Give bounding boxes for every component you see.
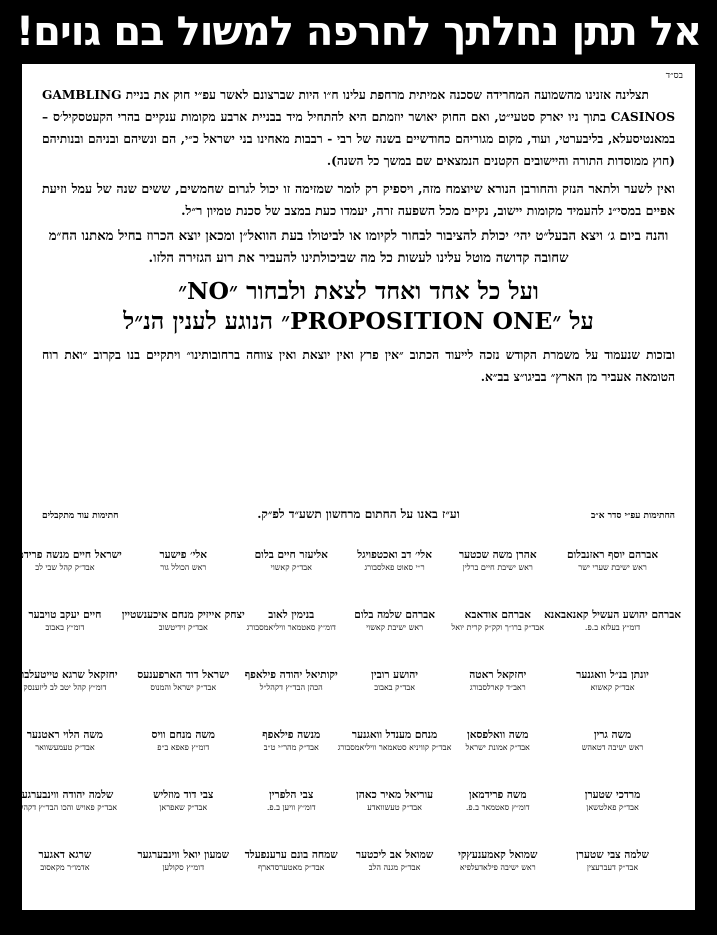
signature-name: אברהם שלמה בלום [354,609,435,621]
signature-title: אבד״ק פאויש והכו הבד״ץ דקהל״ל [12,803,118,812]
signature-title: אבד״ק ישראל והמנוס [150,683,217,692]
signature-title: דומ״ץ סאטמאר ב.פ. [465,803,530,812]
signature-name: אברהם יהושע העשיל קאנאבאנא [544,609,681,621]
signature-title: דומ״ץ סקולען [162,863,205,872]
signature-title: אבד״ק טעמעשוואר [35,743,95,752]
signature [8,604,122,664]
signature [544,604,681,664]
signature-title: אבד״ק פאלטשאן [586,803,639,812]
signature-name: אלי׳ פישער [159,549,207,561]
signature-name: צבי דוד מוזליש [153,789,214,801]
signature [245,664,338,724]
signature-name: מנשה פילאפף [262,729,321,741]
closing-paragraph: ובזכות שנעמוד על משמרת הקודש נזכה לייעוד הכתוב ״אין פרץ ואין יוצאת ואין צווחה ברחובותינו״ ויתקיים בנו בקרוב ״ואת רוח הטומאה אעביר מן הארץ״ בביגו״צ בב״א. [42,348,675,384]
bsd-mark: בס״ד [665,71,683,81]
signature-name: שלמה צבי שטערן [576,849,649,861]
signature-name: אלי׳ דב ואכטפויגל [357,549,432,561]
signature-title: דומ״ץ וויען ב.פ. [266,803,316,812]
signature-name: יצחק אייזיק מנחם איכענשטיין [121,609,245,621]
signature [122,724,245,784]
signature [122,544,245,604]
signature [544,664,681,724]
signature [451,664,544,724]
signature-title: אבד״ק זידיטשוב [158,623,208,632]
signature-title: אבד״ק אמונת ישראל [465,743,530,752]
signature-name: בנימין לאוב [268,609,315,621]
signature-name: משה וואלפסאן [467,729,529,741]
signature-title: דומ״ץ באבוב [45,623,85,632]
signature-name: יונתן בנ״ל וואגנער [576,669,649,681]
signature-title: ראש הכולל גור [160,563,207,572]
signature-title: אדמו״ר מקאסוב [40,863,90,872]
signature-name: משה הלוי ראטנער [26,729,104,741]
signature [451,844,544,904]
signature-title: דומ״ץ קהל יטב לב ליזענסק [23,683,107,692]
signature [338,784,452,844]
signature-name: אהרן משה שכטער [458,549,537,561]
signature [122,844,245,904]
signature-name: מרדכי שטערן [584,789,641,801]
signature [8,724,122,784]
more-signatures-note: חתימות עוד מתקבלים [42,511,119,521]
signature-title: אבד״ק מגנה הלב [368,863,421,872]
signature [245,544,338,604]
signature-title: ראב״ד קארלסבורג [469,683,526,692]
headline: אל תתן נחלתך לחרפה למשול בם גוים! [15,9,702,55]
signature-title: ר״י סאוט פאלסבורג [364,563,425,572]
signature [245,724,338,784]
signature [8,844,122,904]
signature [451,604,544,664]
call-to-action-line-1: ועל כל אחד ואחד לצאת ולבחור ״NO״ [178,277,539,305]
signature-name: צבי הלפרין [269,789,314,801]
signature-name: שמעון יואל ווינבערגער [137,849,230,861]
signature-name: אברהם אודאבא [464,609,531,621]
signature [245,784,338,844]
paragraph-1: תצלינה אזנינו מהשמועה המחרידה שסכנה אמיתית מרחפת עלינו ח״ו היות שברצונם לאשר עפ״י חוק את בניית GAMBLING CASINOS בתוך ניו יארק סטעי״ט, ואם החוק יאושר יוזמתם היא להתחיל מיד בבניית ארבע מקומות ענקיים בהרי הקעטסקיל׳ס – במאנטיסעלא, בליבערטי, ועוד, מקום מגוריהם כחודשיים בשנה של רבי - רבבות מאחינו בני ישראל כ״י, הם ונשיהם ובניהם ובנותיהם (חוץ ממוסדות התורה והיישובים הקטנים הנמצאים שם במשך כל השנה). [42,88,675,168]
signature-title: דומ״ץ בעלזא ב.פ. [584,623,641,632]
signature-title: ראש ישיבה פילאדעלפיא [459,863,536,872]
signature-name: יקותיאל יהודה פילאפף [244,669,338,681]
date-note: וע״ז באנו על החתום מרחשון תשע״ד לפ״ק. [257,507,460,521]
signature [8,664,122,724]
signature-name: אברהם יוסף ראזנבלום [566,549,659,561]
signature [544,724,681,784]
signature-title: דומ״ץ סאטמאר וויליאמסבורג [246,623,336,632]
signature-name: חיים יעקב טויבער [28,609,102,621]
signature [451,724,544,784]
signature [544,844,681,904]
signature-title: ראש ישיבת חיים ברלין [462,563,533,572]
signature [451,784,544,844]
signatures-grid [8,544,681,904]
signature-name: שמואל אב ליכטער [355,849,434,861]
signature-title: אבד״ק טעשוואדע [367,803,422,812]
notice-body [42,84,675,388]
signature-title: אבד״ק מהר״י ט״ב [263,743,319,752]
signature [245,844,338,904]
signature-name: יחזקאל ראטה [469,669,527,681]
paragraph-3: והנה ביום ג׳ ויצא הבעל״ט יהי׳ יכולת להציבור לבחור לקיומו או לביטולו בעת הוואל״ן ומכאן יוצא הכרוז בחיל מאתנו הח״מ שחובה קדושה מוטל עלינו לעשות כל מה שביכולתינו להעביר את רוע הגזירה הלזו. [48,229,669,266]
signature-name: שלמה יהודה ווינבערגער [16,789,114,801]
signature-title: הכהן הבד״ץ דקהל״ל [259,683,323,692]
signature [544,544,681,604]
signature-name: שמואל קאמענעץקי [458,849,538,861]
signature-name: עוריאל מאיר כאהן [356,789,434,801]
signature-title: ראש ישיבת קאשוי [366,623,424,632]
signature [544,784,681,844]
signature-title: אבד״ק ברו״ך וקק״ק קרית יואל [451,623,545,632]
signature-name: שרגא דאגער [38,849,92,861]
signature-title: אבד״ק דעברעצין [586,863,639,872]
signature-title: ראש ישיבת שערי ישר [578,563,647,572]
signature [451,544,544,604]
signature-title: אבד״ק שאפראן [159,803,208,812]
signature-name: משה גרין [593,729,632,741]
signature-name: יחזקאל שרגא טייטעלבוים [12,669,118,681]
signature-title: אבד״ק באבוב [374,683,415,692]
signature-name: יהושע רובין [371,669,419,681]
signature-name: שמחה בונם ערענפעלד [244,849,338,861]
signature-title: דומ״ץ פאפא ב״פ [157,743,210,752]
signature [8,544,122,604]
signature-name: ישראל דוד הארפענעס [137,669,230,681]
order-note: החתימות עפ״י סדר א״ב [590,511,675,521]
notice-paper [8,64,695,910]
signature-name: משה פרידמאן [468,789,527,801]
paragraph-2: ואין לשער ולתאר הנזק והחורבן הנורא שיוצמח מזה, ויספיק רק לומר שמזימה זו יכול לגרום שחמשים, ששים שנה של עמל וזיעת אפיים במסי״נ להעמיד מקומות יישוב, נקיים מכל השפעה זרה, יעמדו כעת במצב של סכנת טמיון ר״ל. [42,181,675,218]
call-to-action-line-2: על ״PROPOSITION ONE״ הנוגע לענין הנ״ל [123,307,594,335]
signature [8,784,122,844]
signature-title: ראש ישיבה דטאהש [581,743,644,752]
signature-title: אבד״ק מאטערסדארף [258,863,325,872]
signature [122,784,245,844]
signature-name: מנחם מענדל וואגנער [351,729,438,741]
signature [122,604,245,664]
signature-notes [42,507,675,524]
signature-title: אבד״ק קאשוי [270,563,312,572]
signature [122,664,245,724]
signature-name: אליעזר חיים בלום [254,549,328,561]
signature-name: משה מנחם וויס [151,729,216,741]
signature [338,544,452,604]
signature [338,664,452,724]
signature-name: ישראל חיים מנשה פרידמאן [8,549,122,561]
signature [338,724,452,784]
signature-title: אבד״ק קאשוא [590,683,635,692]
signature-title: אבד״ק קהל שבי לב [35,563,95,572]
signature [245,604,338,664]
signature-title: אבד״ק קוויניא סטאמאר וויליאמסבורג [337,743,452,752]
signature [338,604,452,664]
signature [338,844,452,904]
